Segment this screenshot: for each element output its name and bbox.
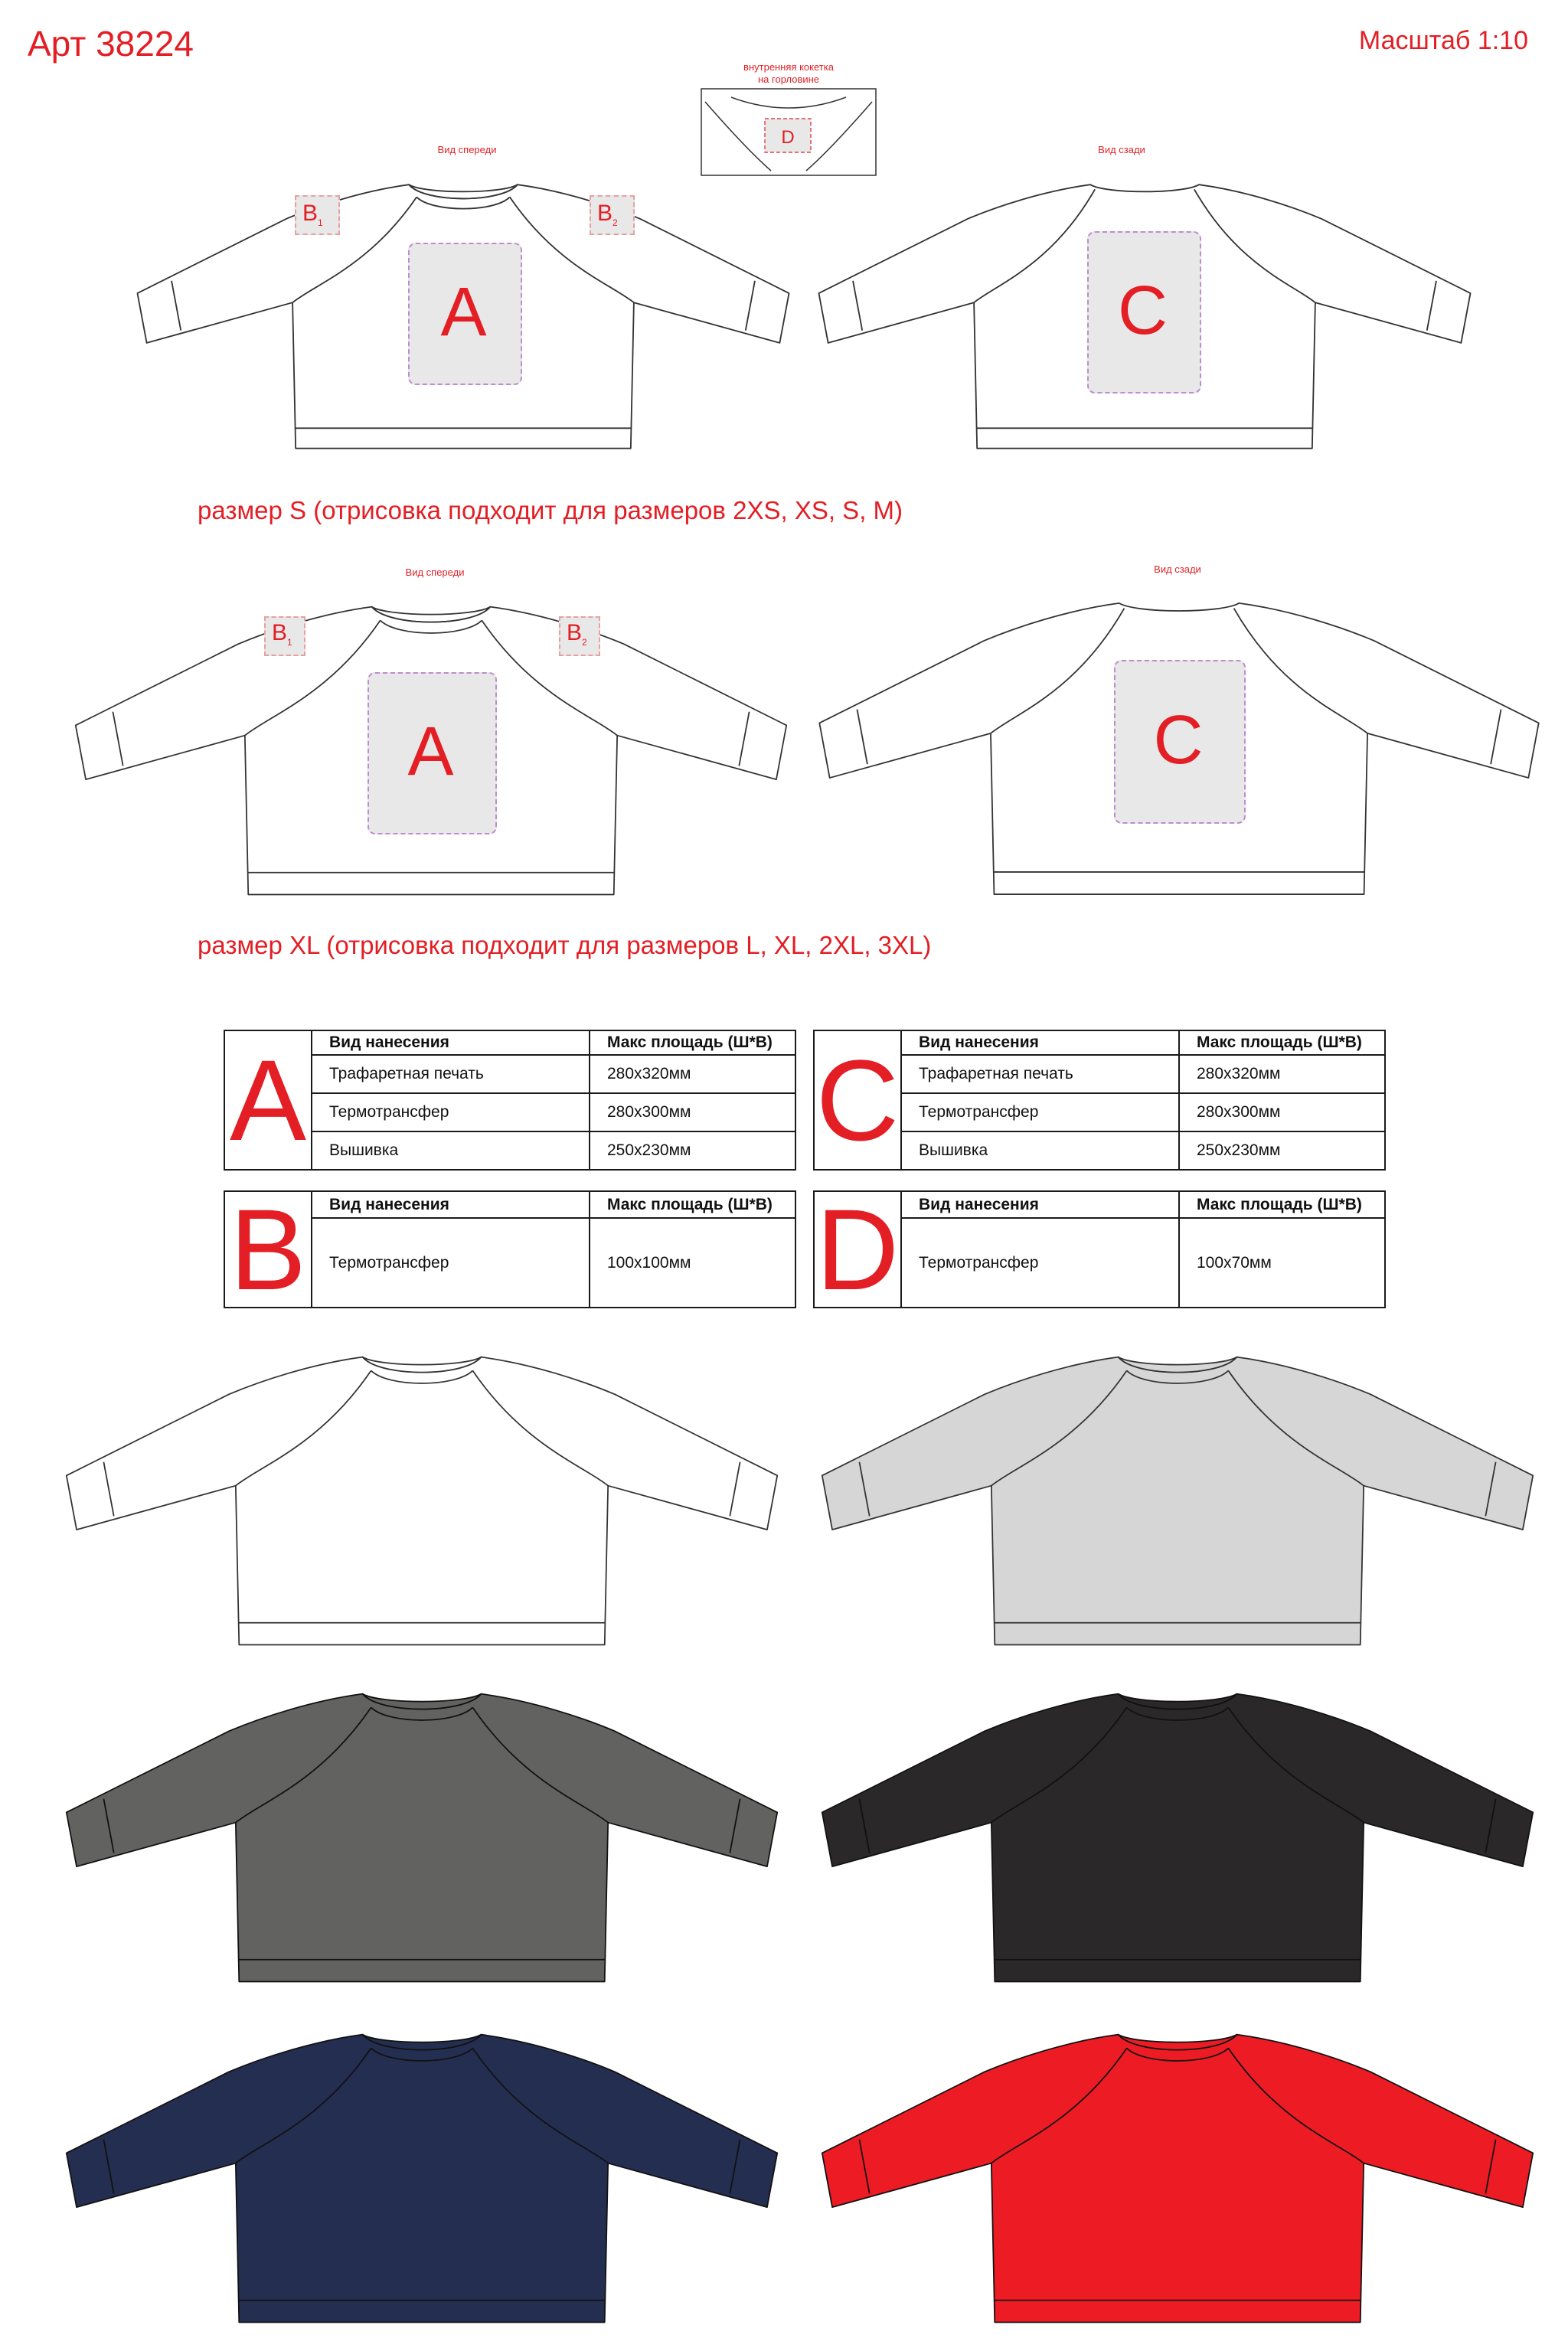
zone-b1-label <box>302 201 323 228</box>
neck-detail-label-line1: внутренняя кокетка <box>743 61 834 73</box>
col-method-header: Вид нанесения <box>901 1191 1179 1218</box>
size-xl-front-label: Вид спереди <box>405 567 465 578</box>
zone-b1-sub: 1 <box>287 637 292 648</box>
size-cell: 280х300мм <box>1179 1093 1385 1131</box>
col-method-header: Вид нанесения <box>312 1191 590 1218</box>
size-cell: 100х70мм <box>1179 1218 1385 1308</box>
col-area-header: Макс площадь (Ш*В) <box>590 1030 795 1055</box>
size-cell: 280х300мм <box>590 1093 795 1131</box>
zone-b1-label <box>272 620 292 648</box>
method-cell: Термотрансфер <box>312 1218 590 1308</box>
size-xl-back-label: Вид сзади <box>1154 563 1201 575</box>
spec-table-a <box>224 1030 796 1171</box>
colorway-sweatshirt <box>808 2021 1547 2343</box>
spec-table-letter: D <box>814 1191 901 1308</box>
size-cell: 100х100мм <box>590 1218 795 1308</box>
col-method-header: Вид нанесения <box>312 1030 590 1055</box>
spec-table-letter: B <box>224 1191 312 1308</box>
size-cell: 250х230мм <box>1179 1131 1385 1170</box>
zone-b2-letter: B <box>597 201 613 226</box>
zone-b2-label <box>567 620 587 648</box>
zone-a-letter: A <box>407 713 454 790</box>
col-area-header: Макс площадь (Ш*В) <box>1179 1030 1385 1055</box>
zone-b2-sub: 2 <box>612 217 618 228</box>
zone-b1-sub: 1 <box>318 217 323 228</box>
colorway-sweatshirt <box>52 2021 792 2343</box>
neck-detail-drawing <box>701 88 877 176</box>
colorway-sweatshirt <box>808 1344 1547 1665</box>
method-cell: Вышивка <box>901 1131 1179 1170</box>
col-area-header: Макс площадь (Ш*В) <box>590 1191 795 1218</box>
colorway-sweatshirt <box>52 1344 792 1665</box>
size-cell: 280х320мм <box>1179 1055 1385 1093</box>
zone-c-letter: C <box>1118 272 1168 349</box>
size-s-front-label: Вид спереди <box>437 144 497 155</box>
zone-d-letter: D <box>781 127 795 148</box>
neck-detail-label-line2: на горловине <box>757 73 820 85</box>
size-cell: 250х230мм <box>590 1131 795 1170</box>
spec-table-d <box>813 1185 1386 1314</box>
method-cell: Термотрансфер <box>901 1218 1179 1308</box>
spec-table-b <box>224 1185 796 1314</box>
zone-b2-letter: B <box>567 620 583 645</box>
zone-b2-label <box>597 201 618 228</box>
col-method-header: Вид нанесения <box>901 1030 1179 1055</box>
neck-detail-label <box>712 61 865 86</box>
zone-b2-sub: 2 <box>582 637 587 648</box>
size-s-back-label: Вид сзади <box>1098 144 1145 155</box>
colorway-sweatshirt <box>808 1680 1547 2002</box>
method-cell: Термотрансфер <box>901 1093 1179 1131</box>
zone-a-letter: A <box>440 273 487 351</box>
col-area-header: Макс площадь (Ш*В) <box>1179 1191 1385 1218</box>
method-cell: Вышивка <box>312 1131 590 1170</box>
method-cell: Трафаретная печать <box>312 1055 590 1093</box>
zone-b1-letter: B <box>302 201 318 226</box>
size-cell: 280х320мм <box>590 1055 795 1093</box>
scale-label: Масштаб 1:10 <box>1358 26 1528 55</box>
spec-table-letter: C <box>814 1030 901 1170</box>
method-cell: Трафаретная печать <box>901 1055 1179 1093</box>
size-s-caption: размер S (отрисовка подходит для размеров 2XS, XS, S, M) <box>198 496 903 524</box>
zone-b1-letter: B <box>272 620 288 645</box>
spec-table-c <box>813 1030 1386 1171</box>
spec-table-letter: A <box>224 1030 312 1170</box>
article-number: Арт 38224 <box>28 24 194 64</box>
size-xl-caption: размер XL (отрисовка подходит для размеров L, XL, 2XL, 3XL) <box>198 931 932 959</box>
colorway-sweatshirt <box>52 1680 792 2002</box>
method-cell: Термотрансфер <box>312 1093 590 1131</box>
zone-c-letter: C <box>1153 701 1204 779</box>
